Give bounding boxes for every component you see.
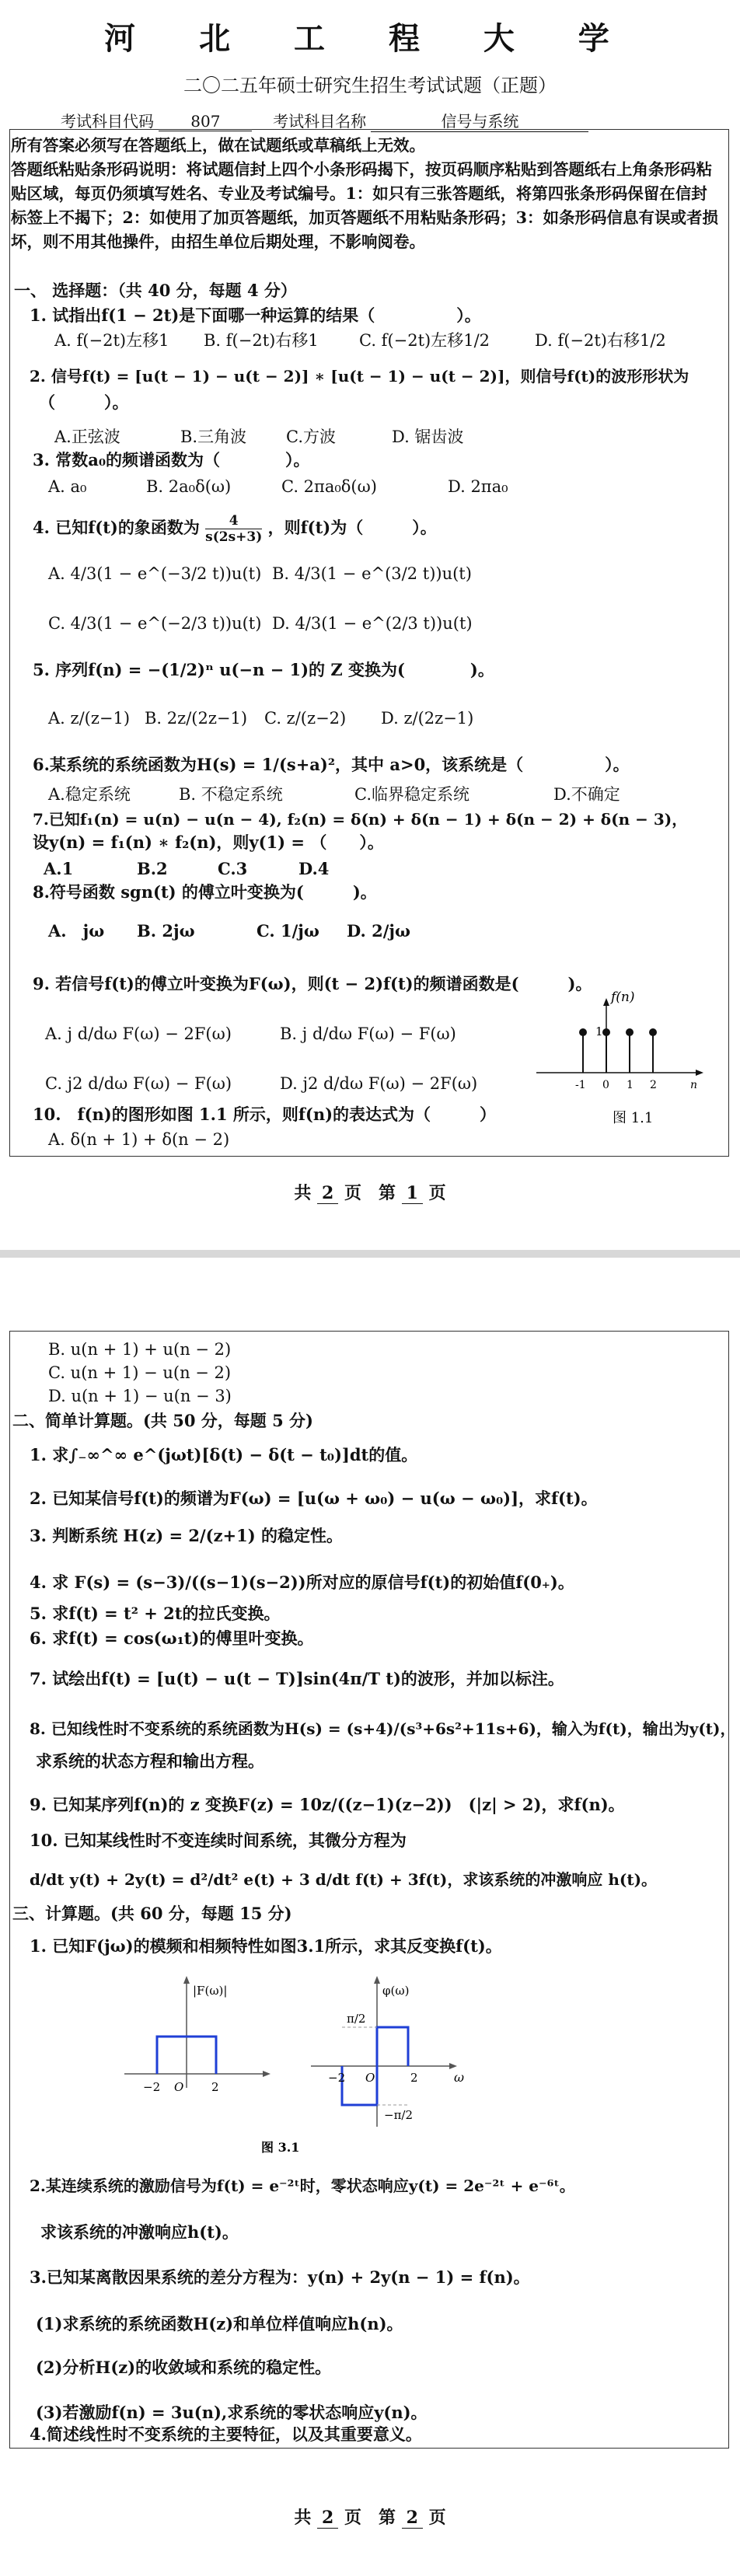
fig31-phase-arrow: [374, 1976, 380, 1984]
section-2-heading: 二、简单计算题。(共 50 分，每题 5 分): [12, 1411, 313, 1430]
fig11-dot-m1: [579, 1028, 587, 1036]
subject-name-value: 信号与系统: [371, 109, 588, 132]
footer1-total: 2: [317, 1183, 338, 1204]
s3-q3-3: (3)若激励f(n) = 3u(n),求系统的零状态响应y(n)。: [36, 2403, 428, 2422]
q4-stem: [33, 513, 437, 545]
subject-name-label: 考试科目名称: [273, 112, 367, 131]
fig31-mag-omega-arrow: [263, 2071, 271, 2077]
footer2-page: 2: [402, 2508, 423, 2529]
note-1: 所有答案必须写在答题纸上，做在试题纸或草稿纸上无效。: [11, 136, 425, 155]
university-title: 河 北 工 程 大 学: [104, 20, 636, 57]
q2-option-d: D. 锯齿波: [392, 428, 464, 446]
s3-q2-line2: 求该系统的冲激响应h(t)。: [40, 2222, 239, 2242]
q2-stem: 2. 信号f(t) = [u(t − 1) − u(t − 2)] ∗ [u(t − 1) − u(t − 2)]，则信号f(t)的波形形状为: [30, 367, 689, 386]
q10-stem: 10. f(n)的图形如图 1.1 所示，则f(n)的表达式为（ ）: [33, 1105, 497, 1124]
fig31-mag-tick-m2: −2: [143, 2080, 161, 2094]
fig11-dot-0: [602, 1028, 610, 1036]
q8-option-a: A. jω: [48, 921, 105, 941]
exam-notes: [11, 134, 723, 254]
fig31-phase-tick-2: 2: [410, 2071, 418, 2085]
q7-option-c: C.3: [218, 859, 248, 878]
s3-q3-1: (1)求系统的系统函数H(z)和单位样值响应h(n)。: [36, 2314, 403, 2333]
exam-page-1: [0, 0, 740, 1250]
q8-stem: 8.符号函数 sgn(t) 的傅立叶变换为( )。: [33, 882, 377, 902]
q4-option-d: D. 4/3(1 − e^(2/3 t))u(t): [272, 614, 473, 633]
q4-stem-post: ，则f(t)为（ ）。: [267, 518, 437, 537]
fig11-n-arrow: [696, 1070, 703, 1076]
q6-option-d: D.不确定: [553, 785, 620, 804]
footer2-pre: 共: [294, 2508, 312, 2528]
q8-option-b: B. 2jω: [137, 921, 195, 941]
footer1-post: 页: [428, 1183, 446, 1203]
q8-option-d: D. 2/jω: [347, 921, 410, 941]
fig31-phase-tick-m2: −2: [328, 2071, 346, 2085]
s2-q6: 6. 求f(t) = cos(ω₁t)的傅里叶变换。: [30, 1628, 314, 1648]
fig11-one-label: 1: [595, 1024, 603, 1038]
s2-q7: 7. 试绘出f(t) = [u(t) − u(t − T)]sin(4π/T t)的波形，并加以标注。: [30, 1669, 564, 1688]
fig31-omega-label: ω: [454, 2070, 465, 2085]
q4-stem-pre: 4. 已知f(t)的象函数为: [33, 518, 200, 537]
q1-stem: 1. 试指出f(1 − 2t)是下面哪一种运算的结果（ ）。: [30, 305, 481, 325]
q10-option-b: B. u(n + 1) + u(n − 2): [48, 1340, 232, 1359]
q6-option-b: B. 不稳定系统: [179, 785, 283, 804]
note-2: 答题纸粘贴条形码说明：将试题信封上四个小条形码揭下，按页码顺序粘贴到答题纸右上角条形码粘贴区域，每页仍须填写姓名、专业及考试编号。1：如只有三张答题纸，将第四张条形码保留在信封标签上不揭下；2：如使用了加页答题纸，加页答题纸不用粘贴条形码；3：如条形码信息有误或者损坏，则不用其他操件，由招生单位后期处理，不影响阅卷。: [11, 160, 719, 251]
footer1-mid: 页 第: [344, 1183, 396, 1203]
s3-q4: 4.简述线性时不变系统的主要特征，以及其重要意义。: [30, 2424, 422, 2444]
q6-stem: 6.某系统的系统函数为H(s) = 1/(s+a)²，其中 a>0，该系统是（ ）。: [33, 755, 630, 774]
q4-frac-num: 4: [205, 513, 262, 529]
fig11-ylabel: f(n): [611, 990, 635, 1005]
figure-1-1: [529, 987, 715, 1143]
q5-option-a: A. z/(z−1): [48, 709, 131, 728]
q5-stem: 5. 序列f(n) = −(1/2)ⁿ u(−n − 1)的 Z 变换为( )。: [33, 660, 494, 679]
fig31-caption: 图 3.1: [261, 2140, 300, 2155]
fig11-caption: 图 1.1: [613, 1110, 654, 1126]
q10-option-c: C. u(n + 1) − u(n − 2): [48, 1363, 232, 1382]
s2-q8-line2: 求系统的状态方程和输出方程。: [36, 1751, 264, 1771]
footer2-total: 2: [317, 2508, 338, 2529]
fig31-phase-mpi2: −π/2: [384, 2108, 414, 2122]
q8-option-c: C. 1/jω: [257, 921, 319, 941]
fig11-tick-2: 2: [650, 1079, 657, 1091]
fig11-dot-2: [649, 1028, 657, 1036]
q2-option-c: C.方波: [286, 428, 336, 446]
fig31-mag-arrow: [183, 1976, 190, 1984]
section-3-heading: 三、计算题。(共 60 分，每题 15 分): [12, 1904, 292, 1923]
q2-option-a: A.正弦波: [54, 428, 120, 446]
fig11-xlabel: n: [690, 1079, 698, 1091]
q7-stem-2: 设y(n) = f₁(n) ∗ f₂(n)，则y(1) = （ ）。: [33, 832, 384, 852]
q6-option-a: A.稳定系统: [48, 785, 131, 804]
fig11-tick-m1: -1: [575, 1079, 586, 1091]
q7-option-a: A.1: [44, 859, 74, 878]
fig11-stems: [579, 1028, 657, 1073]
fig31-mag-origin: O: [174, 2080, 184, 2094]
fig11-tick-1: 1: [627, 1079, 634, 1091]
footer2-post: 页: [428, 2508, 446, 2528]
subject-code-value: 807: [159, 112, 252, 131]
s2-q2: 2. 已知某信号f(t)的频谱为F(ω) = [u(ω + ω₀) − u(ω − ω₀)]，求f(t)。: [30, 1489, 598, 1508]
fig11-f-arrow: [603, 998, 609, 1006]
q2-option-b: B.三角波: [180, 428, 247, 446]
q9-stem: 9. 若信号f(t)的傅立叶变换为F(ω)，则(t − 2)f(t)的频谱函数是( )。: [33, 974, 592, 993]
q10-option-a: A. δ(n + 1) + δ(n − 2): [48, 1130, 230, 1149]
s2-q1: 1. 求∫₋∞^∞ e^(jωt)[δ(t) − δ(t − t₀)]dt的值。: [30, 1445, 418, 1464]
s2-q5: 5. 求f(t) = t² + 2t的拉氏变换。: [30, 1604, 281, 1623]
q7-option-b: B.2: [137, 859, 168, 878]
s2-q4: 4. 求 F(s) = (s−3)/((s−1)(s−2))所对应的原信号f(t)的初始值f(0₊)。: [30, 1572, 574, 1592]
q5-option-c: C. z/(z−2): [264, 709, 347, 728]
s3-q3-2: (2)分析H(z)的收敛域和系统的稳定性。: [36, 2358, 332, 2377]
fig31-phase-label: φ(ω): [382, 1984, 410, 1998]
q3-option-a: A. a₀: [48, 477, 87, 496]
q9-option-c: C. j2 d/dω F(ω) − F(ω): [45, 1074, 232, 1093]
q7-stem: 7.已知f₁(n) = u(n) − u(n − 4), f₂(n) = δ(n) + δ(n − 1) + δ(n − 2) + δ(n − 3)，: [33, 810, 688, 829]
exam-page-2: [0, 1258, 740, 2576]
q1-option-b: B. f(−2t)右移1: [204, 331, 319, 350]
q3-option-c: C. 2πa₀δ(ω): [281, 477, 377, 496]
q1-option-c: C. f(−2t)左移1/2: [359, 331, 490, 350]
q9-option-b: B. j d/dω F(ω) − F(ω): [280, 1024, 456, 1043]
section-1-heading: 一、 选择题：（共 40 分，每题 4 分）: [14, 281, 297, 300]
q5-option-b: B. 2z/(2z−1): [145, 709, 248, 728]
q4-option-a: A. 4/3(1 − e^(−3/2 t))u(t): [48, 564, 262, 583]
q3-option-b: B. 2a₀δ(ω): [146, 477, 232, 496]
q10-option-d: D. u(n + 1) − u(n − 3): [48, 1387, 232, 1405]
q1-option-d: D. f(−2t)右移1/2: [535, 331, 666, 350]
s3-q2: 2.某连续系统的激励信号为f(t) = e⁻²ᵗ时，零状态响应y(t) = 2e⁻²ᵗ + e⁻⁶ᵗ。: [30, 2176, 575, 2195]
exam-title: 二〇二五年硕士研究生招生考试试题（正题）: [183, 75, 557, 96]
q9-option-a: A. j d/dω F(ω) − 2F(ω): [45, 1024, 232, 1043]
fig31-mag-label: |F(ω)|: [193, 1984, 228, 1998]
s2-q8: 8. 已知线性时不变系统的系统函数为H(s) = (s+4)/(s³+6s²+11s+6)，输入为f(t)，输出为y(t)，: [30, 1719, 736, 1738]
fig31-mag-tick-2: 2: [211, 2080, 219, 2094]
s2-q10-eq: d/dt y(t) + 2y(t) = d²/dt² e(t) + 3 d/dt f(t) + 3f(t)，求该系统的冲激响应 h(t)。: [30, 1870, 658, 1889]
page-2-footer: [0, 2504, 740, 2529]
page-1-footer: [0, 1180, 740, 1204]
q9-option-d: D. j2 d/dω F(ω) − 2F(ω): [280, 1074, 478, 1093]
q4-frac-den: s(2s+3): [205, 529, 263, 545]
s2-q9: 9. 已知某序列f(n)的 z 变换F(z) = 10z/((z−1)(z−2)) (|z| > 2)，求f(n)。: [30, 1795, 625, 1814]
q3-stem: 3. 常数a₀的频谱函数为（ ）。: [33, 450, 310, 469]
s2-q10: 10. 已知某线性时不变连续时间系统，其微分方程为: [30, 1831, 407, 1850]
q1-option-a: A. f(−2t)左移1: [54, 331, 169, 350]
fig31-phase-plot: [311, 1976, 464, 2127]
subject-code-label: 考试科目代码: [61, 112, 154, 131]
fig31-magnitude-plot: [124, 1976, 271, 2094]
q6-option-c: C.临界稳定系统: [354, 785, 469, 804]
fig11-dot-1: [626, 1028, 634, 1036]
fig31-phase-omega-arrow: [449, 2063, 457, 2069]
figure-3-1: [109, 1971, 497, 2158]
q5-option-d: D. z/(2z−1): [381, 709, 474, 728]
q2-stem-2: （ ）。: [39, 393, 129, 412]
s3-q1: 1. 已知F(jω)的模频和相频特性如图3.1所示，求其反变换f(t)。: [30, 1936, 502, 1956]
footer2-mid: 页 第: [344, 2508, 396, 2528]
fig31-phase-pi2: π/2: [347, 2012, 366, 2026]
q7-option-d: D.4: [298, 859, 330, 878]
q4-option-b: B. 4/3(1 − e^(3/2 t))u(t): [272, 564, 472, 583]
q3-option-d: D. 2πa₀: [448, 477, 508, 496]
q4-option-c: C. 4/3(1 − e^(−2/3 t))u(t): [48, 614, 262, 633]
fig11-tick-0: 0: [602, 1079, 609, 1091]
footer1-page: 1: [402, 1183, 423, 1204]
fig31-phase-origin: O: [365, 2071, 375, 2085]
footer1-pre: 共: [294, 1183, 312, 1203]
s3-q3: 3.已知某离散因果系统的差分方程为：y(n) + 2y(n − 1) = f(n)。: [30, 2267, 530, 2287]
s2-q3: 3. 判断系统 H(z) = 2/(z+1) 的稳定性。: [30, 1526, 343, 1545]
